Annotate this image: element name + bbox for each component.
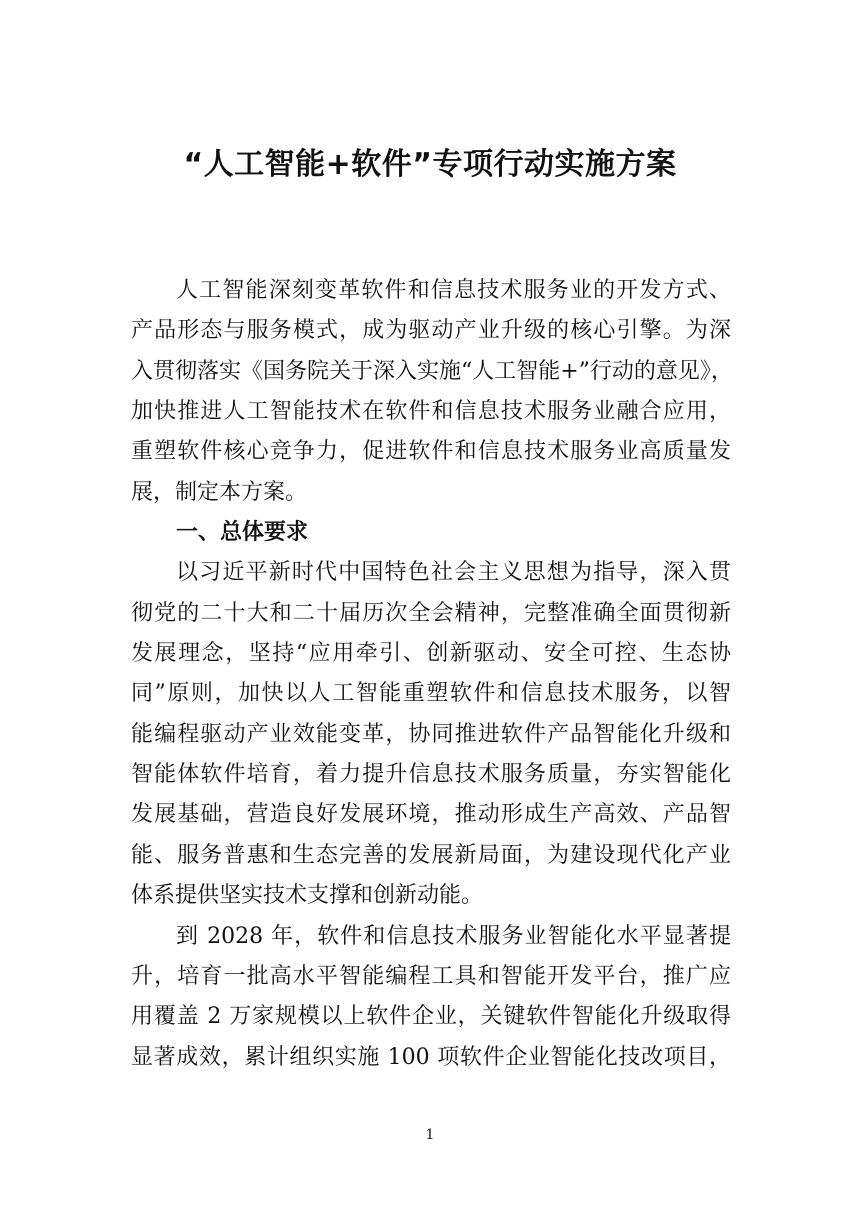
paragraph-line: 用覆盖 2 万家规模以上软件企业，关键软件智能化升级取得 (131, 1004, 731, 1030)
paragraph-line: 同”原则，加快以人工智能重塑软件和信息技术服务，以智 (131, 681, 731, 707)
paragraph-line: 入贯彻落实《国务院关于深入实施“人工智能+”行动的意见》， (131, 358, 733, 384)
paragraph-line: 显著成效，累计组织实施 100 项软件企业智能化技改项目， (131, 1044, 731, 1070)
paragraph-line: 体系提供坚实技术支撑和创新动能。 (131, 883, 484, 909)
paragraph-line: 人工智能深刻变革软件和信息技术服务业的开发方式、 (176, 278, 731, 303)
page-title: “人工智能+软件”专项行动实施方案 (183, 147, 677, 182)
paragraph-line: 能编程驱动产业效能变革，协同推进软件产品智能化升级和 (131, 721, 731, 747)
paragraph-line: 以习近平新时代中国特色社会主义思想为指导，深入贯 (176, 560, 731, 586)
paragraph-line: 升，培育一批高水平智能编程工具和智能开发平台，推广应 (131, 963, 731, 989)
body-text (131, 271, 731, 1078)
paragraph-line: 产品形态与服务模式，成为驱动产业升级的核心引擎。为深 (131, 318, 731, 344)
paragraph-line: 能、服务普惠和生态完善的发展新局面，为建设现代化产业 (131, 842, 731, 868)
paragraph-line: 到 2028 年，软件和信息技术服务业智能化水平显著提 (176, 923, 731, 949)
paragraph-line: 加快推进人工智能技术在软件和信息技术服务业融合应用， (131, 399, 731, 425)
paragraph-line: 发展基础，营造良好发展环境，推动形成生产高效、产品智 (131, 802, 731, 828)
paragraph-line: 彻党的二十大和二十届历次全会精神，完整准确全面贯彻新 (131, 600, 731, 626)
paragraph-line: 重塑软件核心竞争力，促进软件和信息技术服务业高质量发 (131, 439, 731, 465)
paragraph-line: 发展理念，坚持“应用牵引、创新驱动、安全可控、生态协 (131, 641, 731, 667)
paragraph-line: 展，制定本方案。 (131, 479, 308, 505)
paragraph-line: 智能体软件培育，着力提升信息技术服务质量，夯实智能化 (131, 762, 731, 788)
page-number: 1 (425, 1127, 435, 1143)
section-heading: 一、总体要求 (176, 520, 309, 546)
